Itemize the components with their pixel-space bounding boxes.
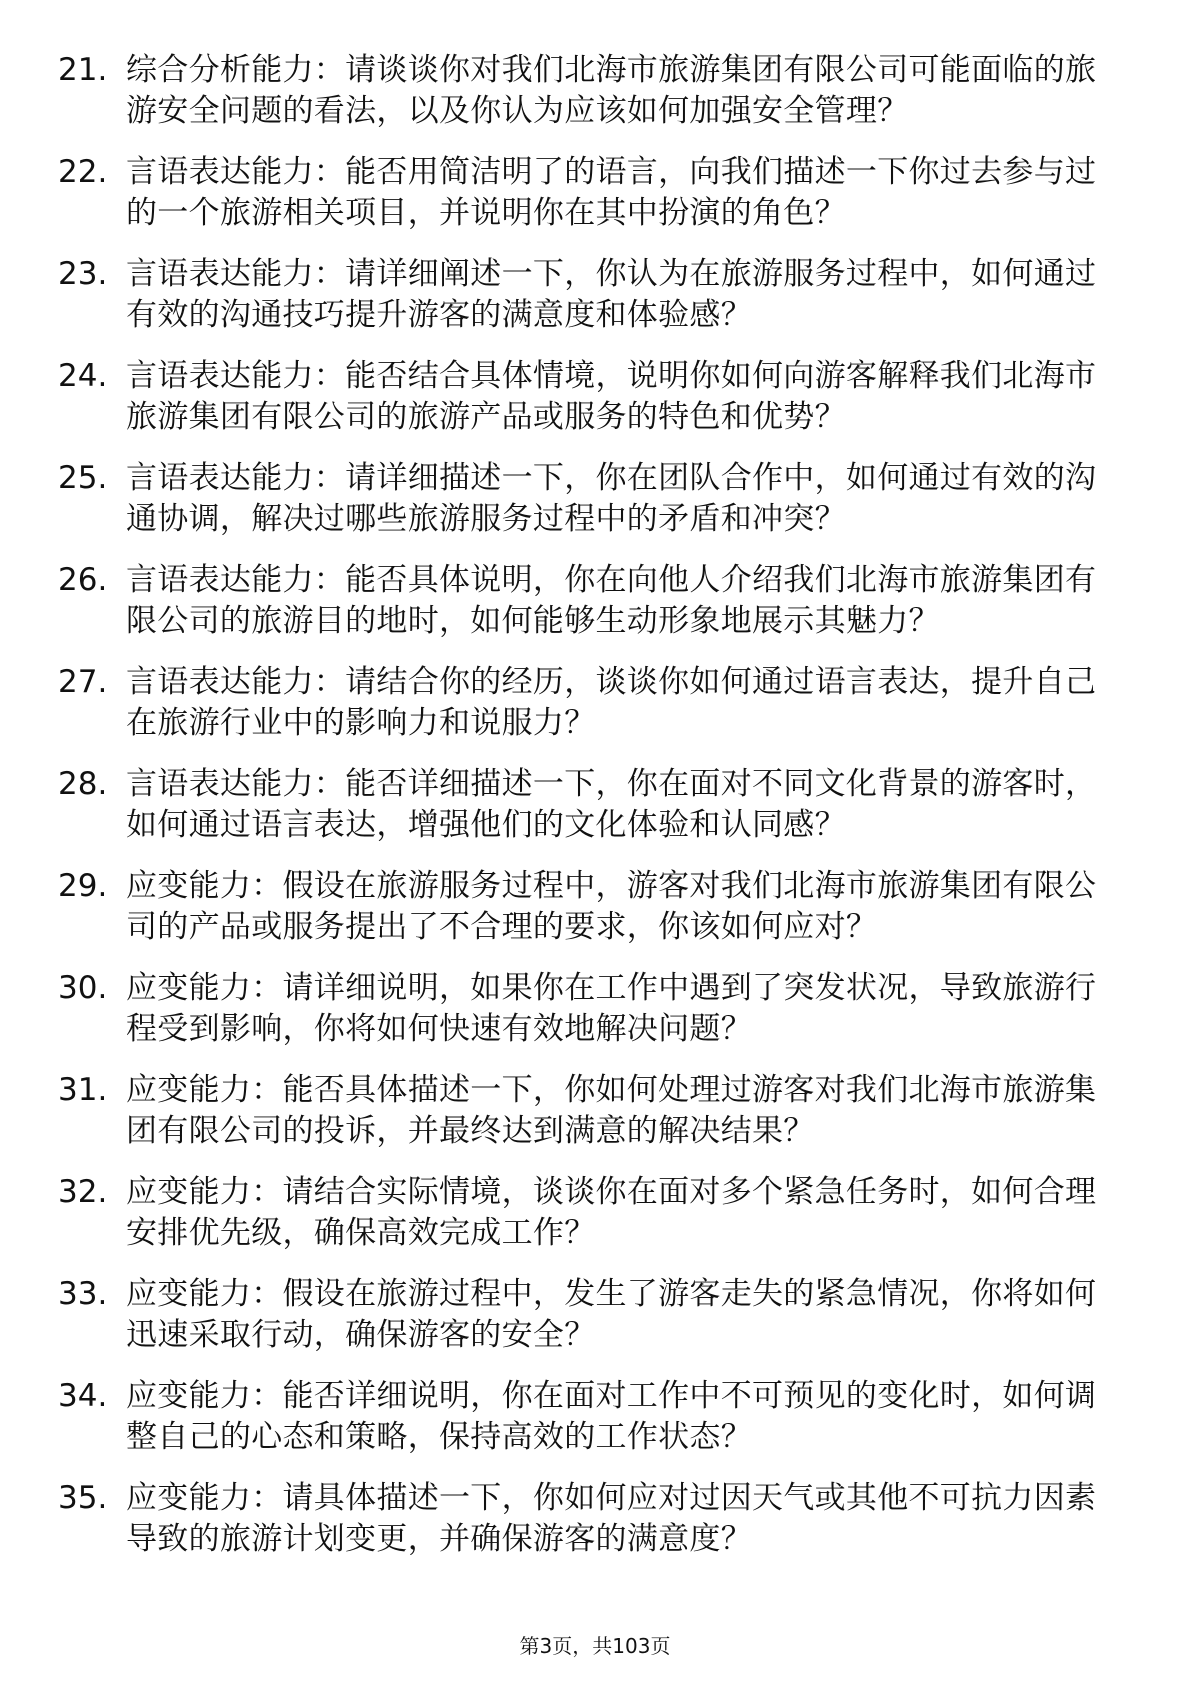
question-item bbox=[58, 1376, 1118, 1458]
question-number: 33. bbox=[58, 1276, 108, 1312]
question-text: 言语表达能力：能否具体说明，你在向他人介绍我们北海市旅游集团有限公司的旅游目的地时，如何能够生动形象地展示其魅力？ bbox=[126, 562, 1097, 639]
question-list bbox=[58, 50, 1118, 1580]
question-item bbox=[58, 560, 1118, 642]
question-item bbox=[58, 662, 1118, 744]
question-item bbox=[58, 152, 1118, 234]
question-text: 应变能力：假设在旅游过程中，发生了游客走失的紧急情况，你将如何迅速采取行动，确保游客的安全？ bbox=[126, 1276, 1097, 1353]
question-item bbox=[58, 50, 1118, 132]
question-number: 23. bbox=[58, 256, 108, 292]
question-number: 32. bbox=[58, 1174, 108, 1210]
question-number: 30. bbox=[58, 970, 108, 1006]
question-number: 27. bbox=[58, 664, 108, 700]
question-number: 22. bbox=[58, 154, 108, 190]
page-number-label: 第3页，共103页 bbox=[519, 1634, 671, 1658]
question-item bbox=[58, 968, 1118, 1050]
question-number: 35. bbox=[58, 1480, 108, 1516]
question-text: 言语表达能力：请详细阐述一下，你认为在旅游服务过程中，如何通过有效的沟通技巧提升游客的满意度和体验感？ bbox=[126, 256, 1097, 333]
question-number: 31. bbox=[58, 1072, 108, 1108]
question-item bbox=[58, 866, 1118, 948]
question-item bbox=[58, 1478, 1118, 1560]
question-item bbox=[58, 1070, 1118, 1152]
question-text: 应变能力：能否具体描述一下，你如何处理过游客对我们北海市旅游集团有限公司的投诉，并最终达到满意的解决结果？ bbox=[126, 1072, 1097, 1149]
question-number: 25. bbox=[58, 460, 108, 496]
question-number: 24. bbox=[58, 358, 108, 394]
question-item bbox=[58, 254, 1118, 336]
question-number: 21. bbox=[58, 52, 108, 88]
question-item bbox=[58, 458, 1118, 540]
question-item bbox=[58, 1274, 1118, 1356]
question-text: 综合分析能力：请谈谈你对我们北海市旅游集团有限公司可能面临的旅游安全问题的看法，以及你认为应该如何加强安全管理？ bbox=[126, 52, 1097, 129]
question-text: 言语表达能力：请详细描述一下，你在团队合作中，如何通过有效的沟通协调，解决过哪些旅游服务过程中的矛盾和冲突？ bbox=[126, 460, 1097, 537]
question-number: 26. bbox=[58, 562, 108, 598]
question-text: 应变能力：请详细说明，如果你在工作中遇到了突发状况，导致旅游行程受到影响，你将如何快速有效地解决问题？ bbox=[126, 970, 1097, 1047]
question-text: 应变能力：请结合实际情境，谈谈你在面对多个紧急任务时，如何合理安排优先级，确保高效完成工作？ bbox=[126, 1174, 1097, 1251]
question-text: 言语表达能力：能否结合具体情境，说明你如何向游客解释我们北海市旅游集团有限公司的旅游产品或服务的特色和优势？ bbox=[126, 358, 1097, 435]
question-text: 言语表达能力：能否用简洁明了的语言，向我们描述一下你过去参与过的一个旅游相关项目，并说明你在其中扮演的角色？ bbox=[126, 154, 1097, 231]
question-item bbox=[58, 1172, 1118, 1254]
question-text: 应变能力：能否详细说明，你在面对工作中不可预见的变化时，如何调整自己的心态和策略，保持高效的工作状态？ bbox=[126, 1378, 1097, 1455]
question-number: 29. bbox=[58, 868, 108, 904]
question-item bbox=[58, 356, 1118, 438]
question-item bbox=[58, 764, 1118, 846]
question-text: 应变能力：假设在旅游服务过程中，游客对我们北海市旅游集团有限公司的产品或服务提出了不合理的要求，你该如何应对？ bbox=[126, 868, 1097, 945]
question-text: 言语表达能力：能否详细描述一下，你在面对不同文化背景的游客时，如何通过语言表达，增强他们的文化体验和认同感？ bbox=[126, 766, 1097, 843]
question-text: 言语表达能力：请结合你的经历，谈谈你如何通过语言表达，提升自己在旅游行业中的影响力和说服力？ bbox=[126, 664, 1097, 741]
question-number: 28. bbox=[58, 766, 108, 802]
page-footer bbox=[0, 1633, 1190, 1659]
question-text: 应变能力：请具体描述一下，你如何应对过因天气或其他不可抗力因素导致的旅游计划变更，并确保游客的满意度？ bbox=[126, 1480, 1097, 1557]
question-number: 34. bbox=[58, 1378, 108, 1414]
